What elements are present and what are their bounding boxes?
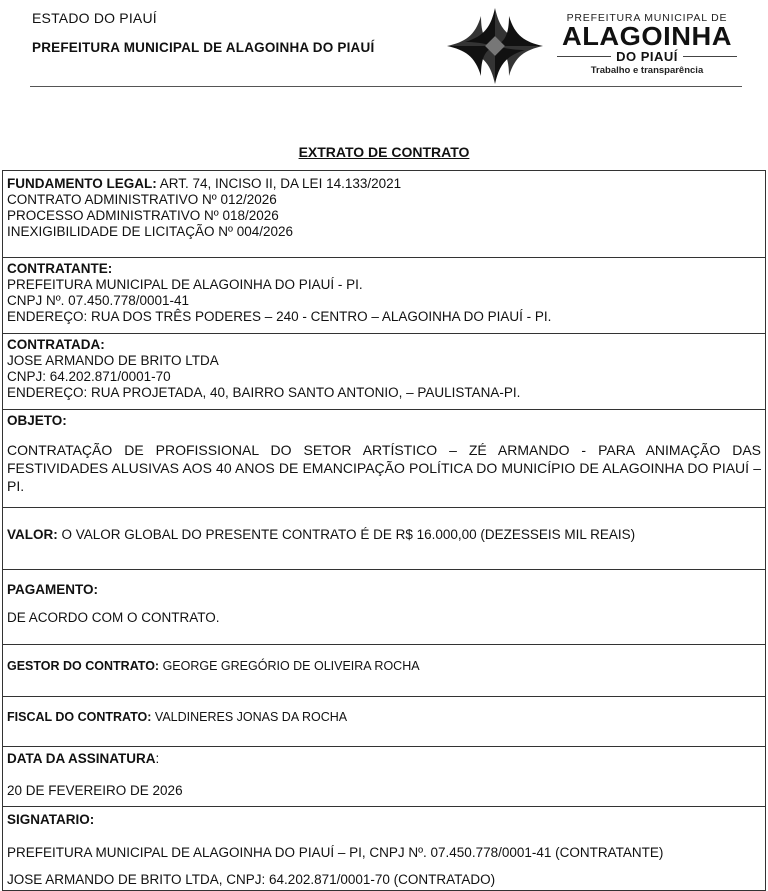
contrato-number: CONTRATO ADMINISTRATIVO Nº 012/2026 <box>7 192 277 207</box>
valor-text: O VALOR GLOBAL DO PRESENTE CONTRATO É DE R$ 16.000,00 (DEZESSEIS MIL REAIS) <box>57 527 636 542</box>
fiscal-name: VALDINERES JONAS DA ROCHA <box>151 710 348 724</box>
data-label: DATA DA ASSINATURA <box>7 751 156 766</box>
valor-section <box>2 508 766 570</box>
processo-number: PROCESSO ADMINISTRATIVO Nº 018/2026 <box>7 208 279 223</box>
gestor-section <box>2 645 766 697</box>
logo-subtitle: DO PIAUÍ <box>616 49 678 64</box>
objeto-section <box>2 410 766 508</box>
fundamento-label: FUNDAMENTO LEGAL: <box>7 176 157 191</box>
contratante-name: PREFEITURA MUNICIPAL DE ALAGOINHA DO PIAUÍ - PI. <box>7 277 363 292</box>
signatario-section <box>2 807 766 891</box>
municipal-logo-star-icon <box>445 6 545 86</box>
pagamento-text: DE ACORDO COM O CONTRATO. <box>7 610 220 625</box>
contratante-address: ENDEREÇO: RUA DOS TRÊS PODERES – 240 - CENTRO – ALAGOINHA DO PIAUÍ - PI. <box>7 309 552 324</box>
contratante-label: CONTRATANTE: <box>7 261 113 276</box>
signatario-label: SIGNATARIO: <box>7 812 95 827</box>
signatario-contratado: JOSE ARMANDO DE BRITO LTDA, CNPJ: 64.202.871/0001-70 (CONTRATADO) <box>7 872 496 887</box>
contratante-cnpj: CNPJ Nº. 07.450.778/0001-41 <box>7 293 190 308</box>
pagamento-section <box>2 570 766 645</box>
gestor-name: GEORGE GREGÓRIO DE OLIVEIRA ROCHA <box>159 659 420 673</box>
fiscal-label: FISCAL DO CONTRATO: <box>7 710 152 724</box>
fiscal-section <box>2 697 766 747</box>
fundamento-value: ART. 74, INCISO II, DA LEI 14.133/2021 <box>156 176 402 191</box>
state-name: ESTADO DO PIAUÍ <box>32 10 157 26</box>
objeto-label: OBJETO: <box>7 413 67 428</box>
inexigibilidade-number: INEXIGIBILIDADE DE LICITAÇÃO Nº 004/2026 <box>7 224 294 239</box>
contratada-cnpj: CNPJ: 64.202.871/0001-70 <box>7 369 171 384</box>
header-divider <box>30 86 742 87</box>
fundamento-section <box>2 170 766 258</box>
contratante-section <box>2 258 766 334</box>
logo-tagline: Trabalho e transparência <box>590 65 704 76</box>
document-title: EXTRATO DE CONTRATO <box>298 144 470 160</box>
objeto-text: CONTRATAÇÃO DE PROFISSIONAL DO SETOR ARTÍSTICO – ZÉ ARMANDO - PARA ANIMAÇÃO DAS FESTIVIDADES ALUSIVAS AOS 40 ANOS DE EMANCIPAÇÃO POLÍTICA DO MUNICÍPIO DE ALAGOINHA DO PIAUÍ – PI. <box>7 442 761 494</box>
signature-date: 20 DE FEVEREIRO DE 2026 <box>7 783 183 798</box>
data-section: DATA DA ASSINATURA: 20 DE FEVEREIRO DE 2026 <box>2 747 766 807</box>
gestor-label: GESTOR DO CONTRATO: <box>7 659 160 673</box>
document-header <box>0 0 768 90</box>
contratada-name: JOSE ARMANDO DE BRITO LTDA <box>7 353 219 368</box>
contratada-address: ENDEREÇO: RUA PROJETADA, 40, BAIRRO SANTO ANTONIO, – PAULISTANA-PI. <box>7 385 521 400</box>
pagamento-label: PAGAMENTO: <box>7 582 98 597</box>
logo-small-text: PREFEITURA MUNICIPAL DE <box>566 12 728 24</box>
contratada-section <box>2 334 766 410</box>
prefeitura-name: PREFEITURA MUNICIPAL DE ALAGOINHA DO PIAUÍ <box>32 40 375 55</box>
municipal-logo <box>552 12 742 76</box>
signatario-contratante: PREFEITURA MUNICIPAL DE ALAGOINHA DO PIAUÍ – PI, CNPJ Nº. 07.450.778/0001-41 (CONTRATANTE) <box>7 845 664 860</box>
logo-title: ALAGOINHA <box>561 21 733 51</box>
contratada-label: CONTRATADA: <box>7 337 105 352</box>
valor-label: VALOR: <box>7 527 58 542</box>
